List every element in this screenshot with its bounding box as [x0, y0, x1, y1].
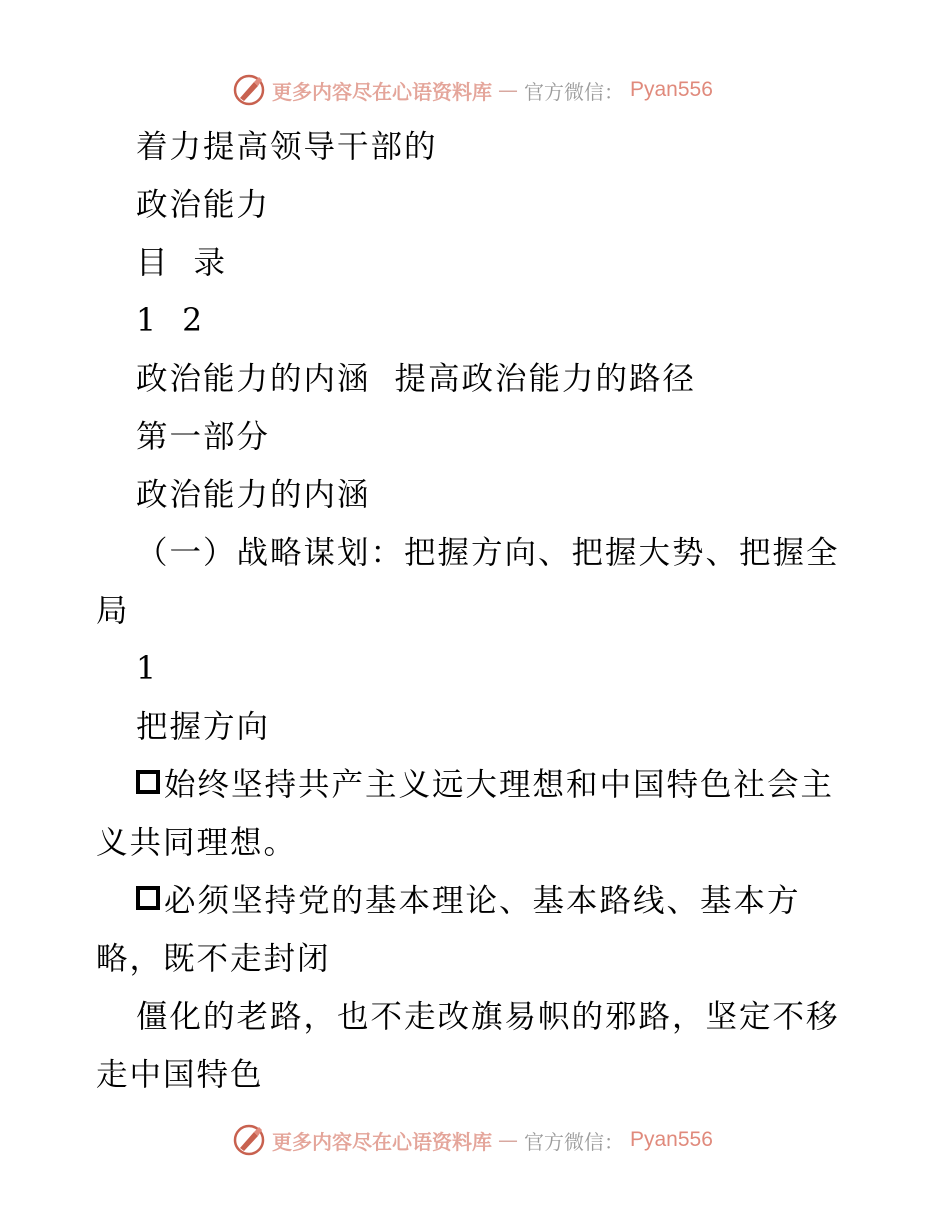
item-number: 1: [136, 651, 159, 687]
watermark-dash: —: [498, 78, 518, 102]
watermark-header: [232, 70, 713, 110]
bullet-text-2: 必须坚持党的基本理论、基本路线、基本方略，既不走封闭: [96, 883, 801, 977]
document-body: [96, 118, 856, 1104]
item-title: 把握方向: [136, 709, 271, 745]
checkbox-icon: [136, 770, 160, 794]
watermark-footer: [232, 1120, 713, 1160]
watermark-main-text: 更多内容尽在心语资料库: [272, 1129, 492, 1154]
checkbox-icon: [136, 886, 160, 910]
watermark-main-text: 更多内容尽在心语资料库: [272, 79, 492, 104]
bullet-text-1: 始终坚持共产主义远大理想和中国特色社会主义共同理想。: [96, 767, 835, 861]
watermark-id-text: Pyan556: [630, 78, 713, 101]
toc-heading: 目 录: [136, 245, 228, 281]
toc-items: 政治能力的内涵 提高政治能力的路径: [136, 361, 697, 397]
bullet-paragraph-1: [96, 756, 856, 872]
doc-title-line-1: 着力提高领导干部的: [136, 129, 438, 165]
pen-circle-logo-icon: [232, 1123, 266, 1157]
part-heading: 第一部分: [136, 419, 271, 455]
watermark-sub-text: 官方微信：: [524, 79, 624, 104]
section-heading: （一）战略谋划：把握方向、把握大势、把握全局: [96, 535, 840, 629]
pen-circle-logo-icon: [232, 73, 266, 107]
watermark-id-text: Pyan556: [630, 1128, 713, 1151]
watermark-sub-text: 官方微信：: [524, 1129, 624, 1154]
part-title: 政治能力的内涵: [136, 477, 371, 513]
toc-numbers: 1 2: [136, 303, 205, 339]
continuation-paragraph: 僵化的老路，也不走改旗易帜的邪路，坚定不移走中国特色: [96, 999, 840, 1093]
bullet-paragraph-2: [96, 872, 856, 988]
watermark-dash: —: [498, 1128, 518, 1152]
doc-title-line-2: 政治能力: [136, 187, 271, 223]
